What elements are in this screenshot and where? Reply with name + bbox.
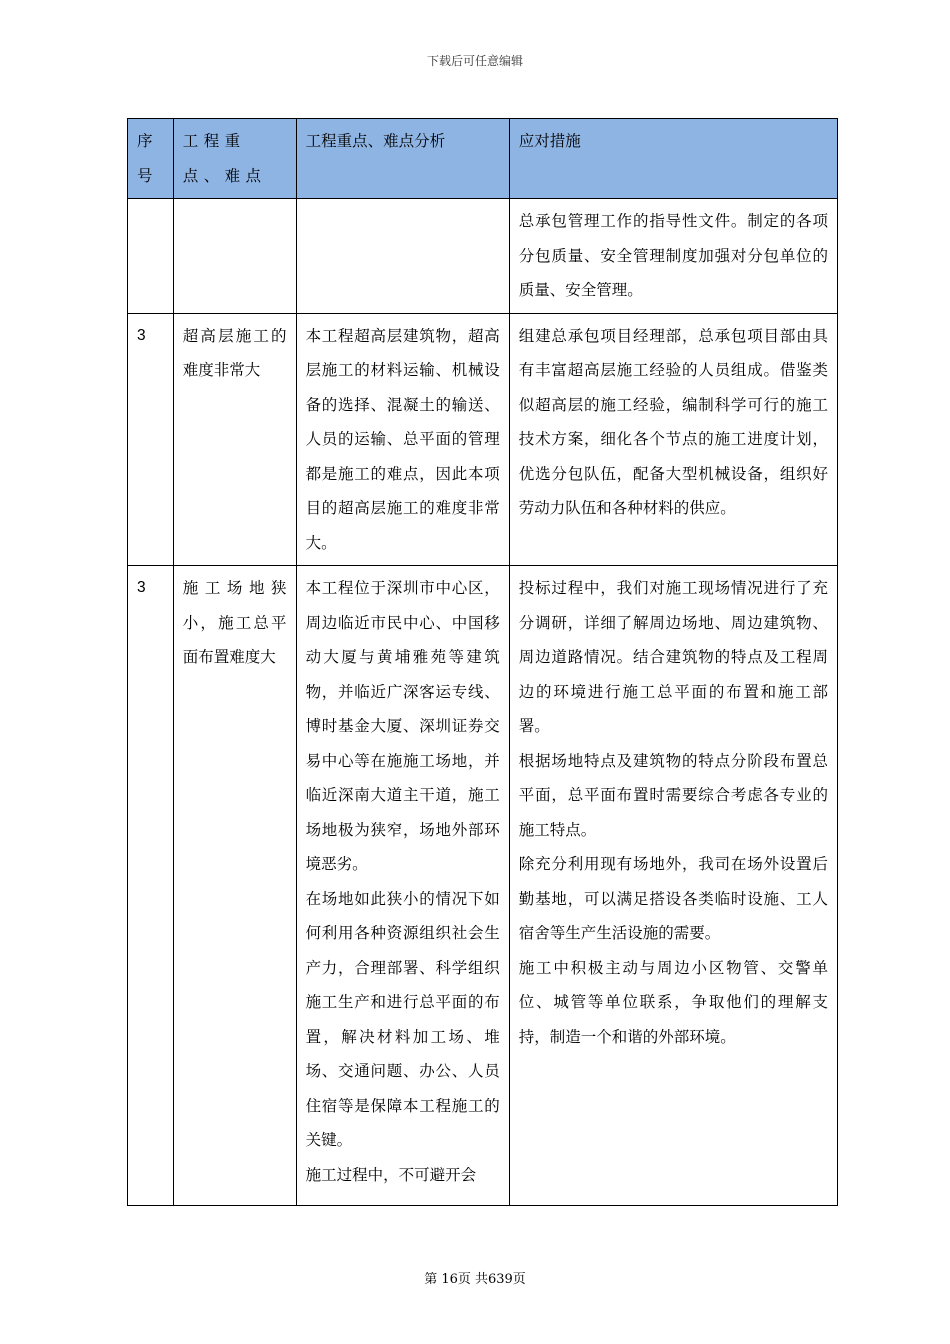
table-row [128, 199, 838, 314]
measures-paragraph: 除充分利用现有场地外，我司在场外设置后勤基地，可以满足搭设各类临时设施、工人宿舍等生产生活设施的需要。 [518, 855, 828, 942]
cell-key-point [173, 199, 296, 314]
measures-paragraph: 组建总承包项目经理部，总承包项目部由具有丰富超高层施工经验的人员组成。借鉴类似超高层的施工经验，编制科学可行的施工技术方案，细化各个节点的施工进度计划，优选分包队伍，配备大型机械设备，组织好劳动力队伍和各种材料的供应。 [518, 326, 828, 517]
cell-analysis [296, 566, 509, 1206]
measures-paragraph: 施工中积极主动与周边小区物管、交警单位、城管等单位联系，争取他们的理解支持，制造一个和谐的外部环境。 [518, 958, 828, 1046]
column-header-no: 序号 [128, 119, 174, 199]
analysis-paragraph: 施工过程中，不可避开会 [305, 1165, 477, 1184]
cell-key-point: 施工场地狭小，施工总平面布置难度大 [173, 566, 296, 1206]
analysis-paragraph: 在场地如此狭小的情况下如何利用各种资源组织社会生产力，合理部署、科学组织施工生产和进行总平面的布置，解决材料加工场、堆场、交通问题、办公、人员住宿等是保障本工程施工的关键。 [305, 889, 500, 1149]
analysis-paragraph: 本工程超高层建筑物，超高层施工的材料运输、机械设备的选择、混凝土的输送、人员的运输、总平面的管理都是施工的难点，因此本项目的超高层施工的难度非常大。 [305, 326, 500, 552]
table-header-row [128, 119, 838, 199]
table-row [128, 313, 838, 566]
column-header-measures: 应对措施 [509, 119, 837, 199]
cell-no: 3 [128, 313, 174, 566]
page-footer: 第 16页 共639页 [424, 1272, 526, 1287]
cell-key-point: 超高层施工的难度非常大 [173, 313, 296, 566]
cell-no [128, 199, 174, 314]
analysis-paragraph: 本工程位于深圳市中心区，周边临近市民中心、中国移动大厦与黄埔雅苑等建筑物，并临近广深客运专线、博时基金大厦、深圳证券交易中心等在施施工场地，并临近深南大道主干道，施工场地极为狭窄，场地外部环境恶劣。 [305, 579, 500, 873]
table-row [128, 566, 838, 1206]
column-header-key-point: 工程重点、难点 [173, 119, 296, 199]
cell-analysis [296, 313, 509, 566]
measures-paragraph: 总承包管理工作的指导性文件。制定的各项分包质量、安全管理制度加强对分包单位的质量、安全管理。 [518, 212, 828, 299]
column-header-analysis: 工程重点、难点分析 [296, 119, 509, 199]
cell-analysis [296, 199, 509, 314]
key-points-table [127, 118, 838, 1206]
cell-measures [509, 199, 837, 314]
cell-measures [509, 313, 837, 566]
page-header: 下载后可任意编辑 [426, 54, 523, 68]
cell-measures [509, 566, 837, 1206]
cell-no: 3 [128, 566, 174, 1206]
measures-paragraph: 根据场地特点及建筑物的特点分阶段布置总平面，总平面布置时需要综合考虑各专业的施工特点。 [518, 751, 828, 839]
measures-paragraph: 投标过程中，我们对施工现场情况进行了充分调研，详细了解周边场地、周边建筑物、周边道路情况。结合建筑物的特点及工程周边的环境进行施工总平面的布置和施工部署。 [518, 579, 828, 735]
